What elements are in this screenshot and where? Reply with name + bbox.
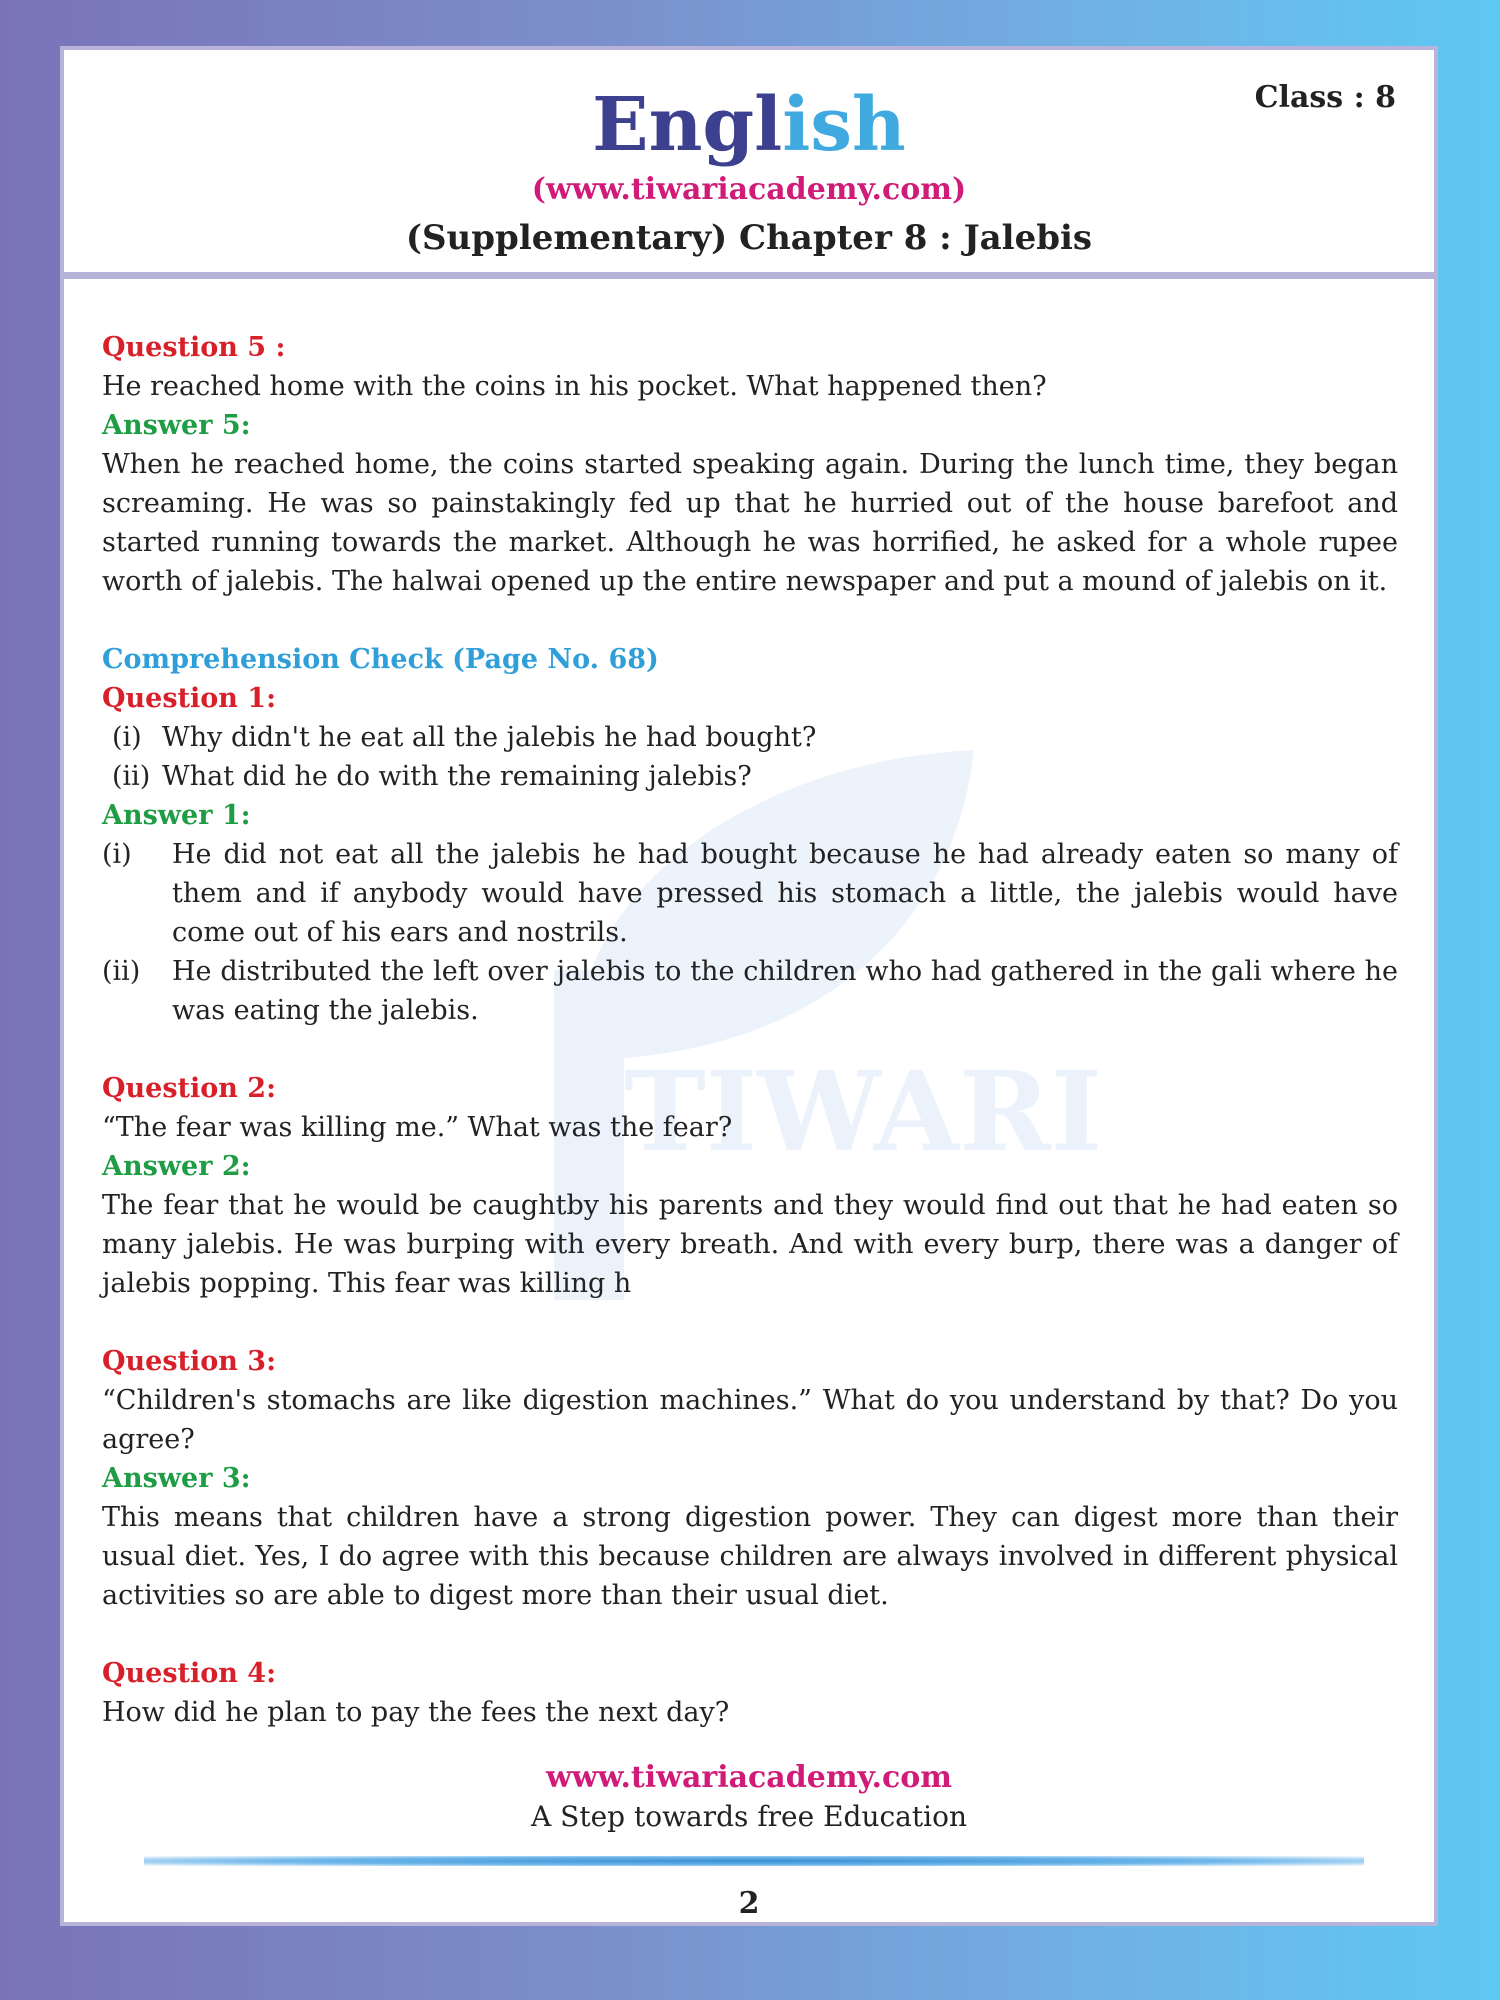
item-number: (ii) xyxy=(102,956,141,987)
question-4-text: How did he plan to pay the fees the next day? xyxy=(102,1697,730,1728)
answer-3-label: Answer 3: xyxy=(102,1463,251,1494)
item-number: (i) xyxy=(112,722,142,753)
header-divider xyxy=(64,272,1434,279)
footer-divider xyxy=(144,1856,1364,1866)
footer-site-link[interactable]: www.tiwariacademy.com xyxy=(545,1760,953,1795)
spacer xyxy=(102,601,1398,640)
answer-5-label: Answer 5: xyxy=(102,410,251,441)
question-2-label: Question 2: xyxy=(102,1073,277,1104)
class-label: Class : 8 xyxy=(1254,80,1396,115)
spacer xyxy=(102,1615,1398,1654)
answer-2-text: The fear that he would be caughtby his parents and they would find out that he had eaten so many jalebis. He was burping with every breath. And with every burp, there was a danger of jalebis popping. This fear was killing h xyxy=(102,1190,1398,1299)
chapter-title: (Supplementary) Chapter 8 : Jalebis xyxy=(405,218,1093,258)
answer-1-label: Answer 1: xyxy=(102,800,251,831)
question-5-text: He reached home with the coins in his pocket. What happened then? xyxy=(102,371,1047,402)
answer-2-label: Answer 2: xyxy=(102,1151,251,1182)
page-header xyxy=(64,50,1434,280)
spacer xyxy=(102,1030,1398,1069)
spacer xyxy=(102,1303,1398,1342)
question-1-item xyxy=(102,718,1398,757)
item-text: Why didn't he eat all the jalebis he had bought? xyxy=(162,722,817,753)
item-text: He did not eat all the jalebis he had bought because he had already eaten so many of them and if anybody would have pressed his stomach a little, the jalebis would have come out of his ears and nostrils. xyxy=(172,839,1398,948)
answer-5-text: When he reached home, the coins started speaking again. During the lunch time, they began screaming. He was so painstakingly fed up that he hurried out of the house barefoot and started running towards the market. Although he was horrified, he asked for a whole rupee worth of jalebis. The halwai opened up the entire newspaper and put a mound of jalebis on it. xyxy=(102,449,1398,597)
item-number: (ii) xyxy=(112,761,151,792)
answer-1-item xyxy=(102,835,1398,952)
question-1-label: Question 1: xyxy=(102,683,277,714)
question-3-text: “Children's stomachs are like digestion machines.” What do you understand by that? Do you agree? xyxy=(102,1385,1398,1455)
question-2-text: “The fear was killing me.” What was the fear? xyxy=(102,1112,733,1143)
answer-1-item xyxy=(102,952,1398,1030)
section-title: Comprehension Check (Page No. 68) xyxy=(102,644,659,675)
answer-3-text: This means that children have a strong digestion power. They can digest more than their usual diet. Yes, I do agree with this because children are always involved in different physical activities so are able to digest more than their usual diet. xyxy=(102,1502,1398,1611)
subject-title-part2: ish xyxy=(782,82,906,168)
page-sheet xyxy=(60,46,1438,1926)
header-site-link[interactable]: (www.tiwariacademy.com) xyxy=(531,172,967,207)
item-number: (i) xyxy=(102,839,132,870)
watermark-text: TIWARI xyxy=(624,1047,1103,1176)
question-5-label: Question 5 : xyxy=(102,332,286,363)
question-4-label: Question 4: xyxy=(102,1658,277,1689)
page-number: 2 xyxy=(738,1886,760,1921)
subject-title-part1: Engl xyxy=(592,82,783,168)
question-1-item xyxy=(102,757,1398,796)
page-content xyxy=(102,328,1398,1732)
subject-title xyxy=(64,82,1434,168)
footer-tagline: A Step towards free Education xyxy=(531,1800,967,1833)
item-text: What did he do with the remaining jalebis? xyxy=(162,761,752,792)
question-3-label: Question 3: xyxy=(102,1346,277,1377)
item-text: He distributed the left over jalebis to the children who had gathered in the gali where he was eating the jalebis. xyxy=(172,956,1398,1026)
